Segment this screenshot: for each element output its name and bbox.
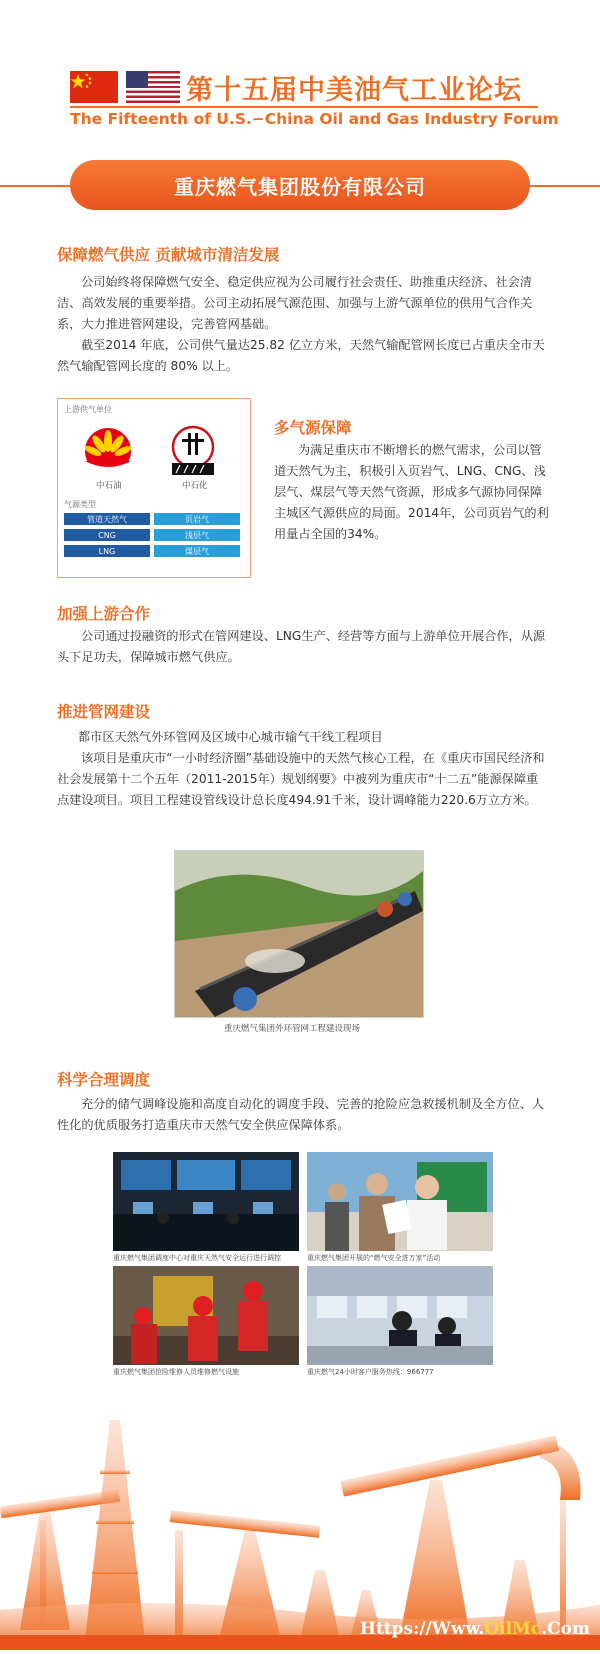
section-heading-multi-source: 多气源保障: [274, 419, 352, 437]
chip-pipeline-gas: 管道天然气: [64, 513, 150, 525]
cnpc-logo-icon: [82, 427, 134, 479]
pipeline-photo-caption: 重庆燃气集团外环管网工程建设现场: [224, 1024, 361, 1034]
safety-campaign-photo: [307, 1152, 493, 1251]
photo-caption-repair: 重庆燃气集团抢险维修人员维修燃气设施: [113, 1368, 239, 1376]
chip-lng: LNG: [64, 545, 150, 557]
pipeline-construction-photo: [174, 850, 424, 1018]
url-highlight: OilMc: [484, 1619, 542, 1639]
sinopec-logo-icon: [168, 425, 218, 481]
banner-line-right: [530, 185, 600, 187]
company-banner: 重庆燃气集团股份有限公司: [70, 160, 530, 210]
pipeline-project-title: 都市区天然气外环管网及区域中心城市输气干线工程项目: [78, 730, 383, 744]
url-suffix: .Com: [541, 1619, 590, 1639]
section-heading-upstream: 加强上游合作: [57, 605, 151, 623]
chip-shale-gas: 页岩气: [154, 513, 240, 525]
section-pipeline-para: 该项目是重庆市“一小时经济圈”基础设施中的天然气核心工程，在《重庆市国民经济和社会发展第十二个五年（2011-2015年）规划纲要》中被列为重庆市“十二五”能源保障重点建设项目。项目工程建设管线设计总长度494.91千米，设计调峰能力220.6万立方米。: [57, 751, 545, 807]
title-divider: [70, 106, 538, 108]
chip-cng: CNG: [64, 529, 150, 541]
photo-caption-dispatch: 重庆燃气集团调度中心对重庆天然气安全运行进行调控: [113, 1254, 281, 1262]
upstream-label: 上游供气单位: [64, 405, 112, 414]
chip-shallow-gas: 浅层气: [154, 529, 240, 541]
banner-line-left: [0, 185, 70, 187]
photo-caption-campaign: 重庆燃气集团开展的“燃气安全进万家”活动: [307, 1254, 441, 1262]
service-hotline-photo: [307, 1266, 493, 1365]
section-multi-source-para: 为满足重庆市不断增长的燃气需求，公司以管道天然气为主，积极引入页岩气、LNG、CNG、浅层气、煤层气等天然气资源，形成多气源协同保障主城区气源供应的局面。2014年，公司页岩气的利用量占全国的34%。: [274, 443, 549, 541]
gas-type-label: 气源类型: [64, 500, 96, 509]
china-flag-icon: [70, 71, 118, 103]
section-heading-supply: 保障燃气供应 贡献城市清洁发展: [57, 246, 280, 264]
sinopec-label: 中石化: [182, 481, 208, 491]
section-supply-para1: 公司始终将保障燃气安全、稳定供应视为公司履行社会责任、助推重庆经济、社会清洁、高效发展的重要举措。公司主动拓展气源范围、加强与上游气源单位的供用气合作关系，大力推进管网建设，完善管网基础。: [57, 275, 533, 331]
oilfield-silhouette-footer: [0, 1380, 600, 1650]
photo-caption-hotline: 重庆燃气24小时客户服务热线：966777: [307, 1368, 434, 1376]
url-prefix: Https://Www.: [359, 1619, 485, 1639]
repair-crew-photo: [113, 1266, 299, 1365]
section-heading-pipeline: 推进管网建设: [57, 703, 151, 721]
section-dispatch-para: 充分的储气调峰设施和高度自动化的调度手段、完善的抢险应急救援机制及全方位、人性化的优质服务打造重庆市天然气安全供应保障体系。: [57, 1097, 545, 1132]
section-upstream-para: 公司通过投融资的形式在管网建设、LNG生产、经营等方面与上游单位开展合作，从源头下足功夫，保障城市燃气供应。: [57, 629, 546, 664]
forum-title-en: The Fifteenth of U.S.−China Oil and Gas Industry Forum: [70, 110, 559, 128]
us-flag-icon: [126, 71, 180, 103]
section-supply-para2: 截至2014 年底，公司供气量达25.82 亿立方米，天然气输配管网长度已占重庆全市天然气输配管网长度的 80% 以上。: [57, 338, 545, 373]
gas-source-figure: [57, 398, 251, 578]
cnpc-label: 中石油: [96, 481, 122, 491]
chip-coalbed-gas: 煤层气: [154, 545, 240, 557]
dispatch-center-photo: [113, 1152, 299, 1251]
forum-title-cn: 第十五届中美油气工业论坛: [186, 75, 522, 106]
section-heading-dispatch: 科学合理调度: [57, 1071, 151, 1089]
footer-website-link[interactable]: [360, 1619, 590, 1639]
